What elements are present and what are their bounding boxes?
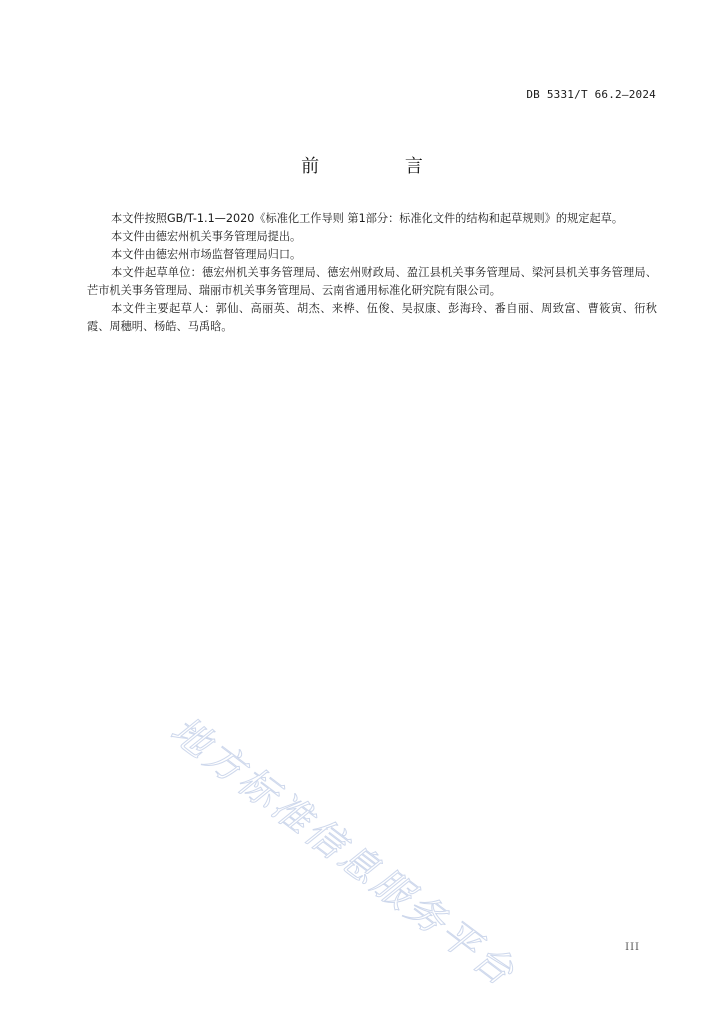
paragraph-drafters: 本文件主要起草人：郭仙、高丽英、胡杰、来桦、伍俊、吴叔康、彭海玲、番自丽、周致富、曹筱寅、衎秋霞、周穗明、杨皓、马禹晗。 <box>87 302 657 333</box>
document-code: DB 5331/T 66.2—2024 <box>526 88 656 101</box>
paragraph-administrator: 本文件由德宏州市场监督管理局归口。 <box>111 248 302 261</box>
paragraph-drafting-units: 本文件起草单位：德宏州机关事务管理局、德宏州财政局、盈江县机关事务管理局、梁河县机关事务管理局、芒市机关事务管理局、瑞丽市机关事务管理局、云南省通用标准化研究院有限公司。 <box>87 266 657 297</box>
preface-body <box>87 210 657 336</box>
page-number: III <box>625 942 640 953</box>
watermark: 地方标准信息服务平台 <box>162 707 525 996</box>
section-title: 前 言 <box>301 156 463 177</box>
paragraph-drafting-rules: 本文件按照GB/T-1.1—2020《标准化工作导则 第1部分：标准化文件的结构和起草规则》的规定起草。 <box>111 212 624 225</box>
paragraph-proposer: 本文件由德宏州机关事务管理局提出。 <box>111 230 302 243</box>
